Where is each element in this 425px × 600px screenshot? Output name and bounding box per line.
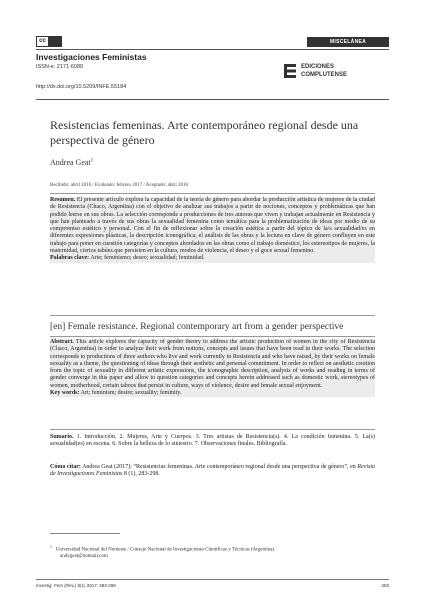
abstract-en-label: Abstract. [50,339,74,345]
author-name: Andrea Geat$^1$ [50,158,94,167]
doi-link[interactable]: http://dx.doi.org/10.5209/INFE.55184 [36,84,127,90]
section-label: MISCELÁNEA [307,37,389,47]
summary-label: Sumario. [50,434,74,440]
keywords-es: Arte; feminismo; deseo; sexualidad; feminidad. [90,255,205,262]
publisher-logo-icon [284,64,296,78]
keywords-en: Art; feminism; desire; sexuality; feminity. [80,390,182,397]
abstract-es [50,197,375,263]
submission-dates: Recibido: abril 2016 / Evaluado: febrero 2017 / Aceptado: abril 2016 [50,183,189,188]
header-bottom-rule [36,99,389,100]
publisher-name: EDICIONES COMPLUTENSE [301,64,348,78]
abstract-en-top-rule [50,315,375,316]
keywords-en-label: Key words: [50,390,80,397]
page-number: 283 [381,583,389,588]
abstract-es-label: Resumen. [50,197,76,203]
abstract-en-rule [50,336,375,337]
abstract-rule [50,193,375,194]
keywords-es-label: Palabras clave: [50,255,90,262]
article-title-en: [en] Female resistance. Regional contemporary art from a gender perspective [50,322,344,332]
creative-commons-badge-icon[interactable] [36,36,62,47]
journal-title: Investigaciones Feministas [36,52,147,62]
header-top-rule [36,49,389,50]
abstract-en-text: This article explores the capacity of gender theory to address the artistic production of women in the city of Resistencia (Chaco, Argentina) in order to analyze their work from notions, concepts and issues that have been read in their works. The selection corresponds to productions of three authors who live and work currently in Resistencia and who have raised, by their works on female sexuality as a theme, the questioning of ideas through their aesthetic and personal commitment. In order to reflect on aesthetic creation from the topic of sexuality in different artistic expressions, the iconographic description, analysis of works and reading in terms of gender converge in this paper and allow to question categories and concepts herein addressed such as domestic work, stereotypes of women, motherhood, certain taboos that persist in culture, ways of violence, desire and female sexual enjoyment. [50,339,375,389]
issn: ISSN-e: 2171-6080 [36,64,84,70]
summary [50,434,375,449]
abstract-es-text: El presente artículo explora la capacidad de la teoría de género para abordar la producción artística de mujeres de la ciudad de Resistencia (Chaco, Argentina) con el objetivo de analizar sus trabajos a partir de nociones, conceptos y problemáticas que han podido leerse en sus obras. La selección corresponde a producciones de tres autoras que viven y trabajan actualmente en Resistencia y que han planteado a través de sus obras la sexualidad femenina como temática para la problematización de ideas por medio de su compromiso estético y personal. Con el fin de reflexionar sobre la creación estética a partir del tópico de la/s sexualidad/es en diferentes expresiones plásticas, la descripción iconográfica, el análisis de las obras y la lectura en clave de género confluyen en este trabajo para poner en cuestión categorías y conceptos abordados en las obras como el trabajo doméstico, los estereotipos de mujeres, la maternidad, ciertos tabúes que persisten en la cultura, modos de violencia, el deseo y el goce sexual femenino. [50,197,375,255]
summary-text: 1. Introducción. 2. Mujeres, Arte y Cuerpos. 3. Tres artistas de Resistencia(s). 4. La condición femenina. 5. La(s) sexualidad(es) en escena. 6. Sobre la belleza de lo siniestro. 7. Observaciones finales. Bibliografía. [50,434,375,448]
footer-journal-info: Investig. Fem (Rev.) 8(1) 2017: 283-298 [36,583,116,588]
author-email[interactable]: andygeat@hotmail.com [60,553,108,559]
author-footnote-marker: 1 [90,158,94,164]
footnote: $^1$ Universidad Nacional del Nordeste / Consejo Nacional de Investigaciones Científicas y Técnicas (Argentina). andygeat@hotmail.com [50,544,276,559]
citation-journal: Revista de Investigaciones Feministas [50,464,376,478]
summary-rule [50,429,375,430]
citation: Cómo citar: Andrea Geat (2017): “Resistencias femeninas. Arte contemporáneo regional desde una perspectiva de género”, en Revista de Investigaciones Feministas 8 (1), 283-298. [50,464,376,478]
article-title: Resistencias femeninas. Arte contemporáneo regional desde una perspectiva de género [50,118,359,147]
citation-label: Cómo citar: [50,464,81,470]
footnote-rule [50,533,120,534]
cc-badge-text: cc [37,37,48,46]
footer-rule [36,579,389,580]
abstract-en [50,339,375,397]
